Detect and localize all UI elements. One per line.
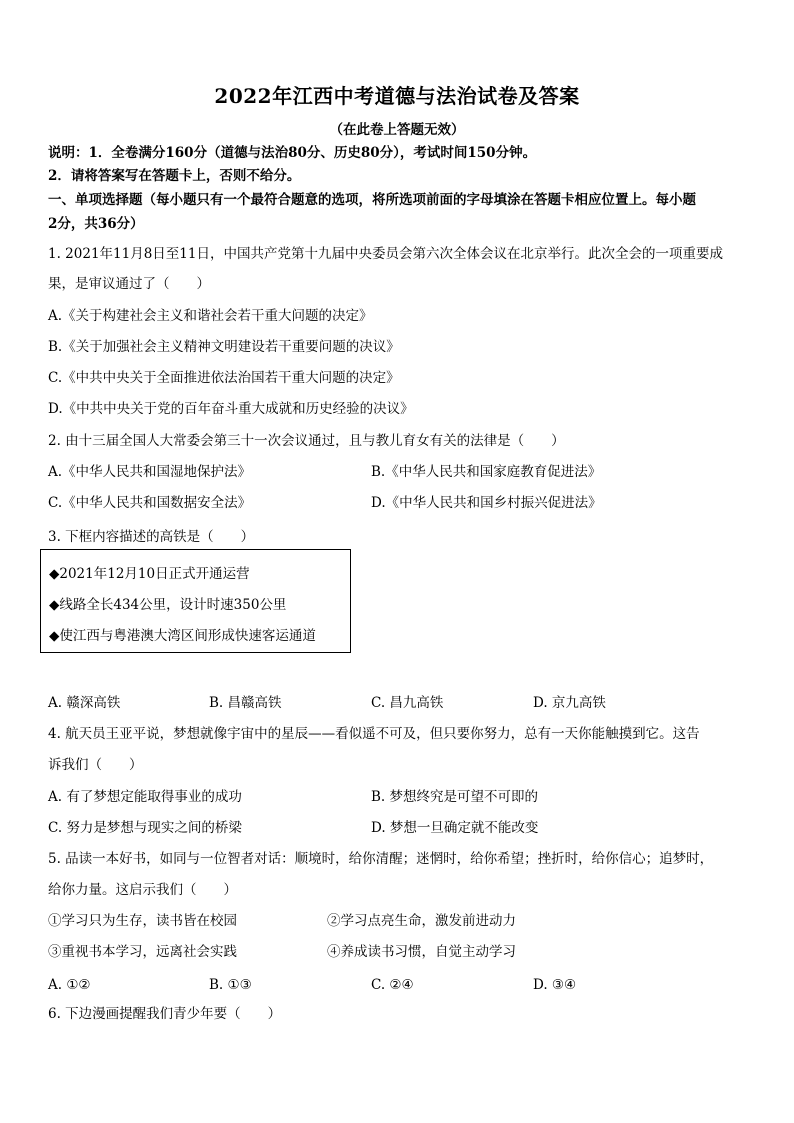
q5-statement-4: ④养成读书习惯，自觉主动学习: [327, 944, 516, 960]
q3-option-b: B. 昌赣高铁: [209, 695, 282, 711]
q4-option-d: D. 梦想一旦确定就不能改变: [371, 820, 539, 836]
section-heading-line-1: 一、单项选择题（每小题只有一个最符合题意的选项，将所选项前面的字母填涂在答题卡相应位置上。每小题: [48, 192, 696, 208]
q1-option-b: B.《关于加强社会主义精神文明建设若干重要问题的决议》: [48, 339, 400, 355]
q5-statement-3: ③重视书本学习，远离社会实践: [48, 944, 237, 960]
q5-option-b: B. ①③: [209, 977, 252, 993]
q5-option-c: C. ②④: [371, 977, 414, 993]
note-1: 说明：1．全卷满分160分（道德与法治80分、历史80分），考试时间150分钟。: [48, 145, 537, 161]
note-2: 2．请将答案写在答题卡上，否则不给分。: [48, 168, 301, 184]
q2-option-c: C.《中华人民共和国数据安全法》: [48, 495, 252, 511]
q5-statement-2: ②学习点亮生命，激发前进动力: [327, 913, 516, 929]
q1-option-c: C.《中共中央关于全面推进依法治国若干重大问题的决定》: [48, 370, 400, 386]
q3-stem: 3. 下框内容描述的高铁是（ ）: [48, 529, 255, 545]
q2-option-b: B.《中华人民共和国家庭教育促进法》: [371, 464, 602, 480]
page-title: 2022年江西中考道德与法治试卷及答案: [214, 84, 580, 108]
q2-stem: 2. 由十三届全国人大常委会第三十一次会议通过，且与教儿育女有关的法律是（ ）: [48, 433, 565, 449]
q3-box-line-2: ◆线路全长434公里，设计时速350公里: [49, 597, 287, 613]
q5-option-d: D. ③④: [533, 977, 577, 993]
q5-stem-line-1: 5. 品读一本好书，如同与一位智者对话：顺境时，给你清醒；迷惘时，给你希望；挫折时，给你信心；追梦时，: [48, 851, 714, 867]
q3-box-line-3: ◆使江西与粤港澳大湾区间形成快速客运通道: [49, 628, 316, 644]
q4-option-b: B. 梦想终究是可望不可即的: [371, 789, 539, 805]
q3-box-line-1: ◆2021年12月10日正式开通运营: [49, 566, 250, 582]
page-subtitle: （在此卷上答题无效）: [329, 122, 465, 138]
q5-option-a: A. ①②: [48, 977, 91, 993]
q1-option-d: D.《中共中央关于党的百年奋斗重大成就和历史经验的决议》: [48, 401, 414, 417]
q2-option-d: D.《中华人民共和国乡村振兴促进法》: [371, 495, 602, 511]
q1-stem-line-2: 果，是审议通过了（ ）: [48, 276, 210, 292]
q4-stem-line-2: 诉我们（ ）: [48, 757, 143, 773]
q4-option-a: A. 有了梦想定能取得事业的成功: [48, 789, 242, 805]
q5-stem-line-2: 给你力量。这启示我们（ ）: [48, 882, 237, 898]
q5-statement-1: ①学习只为生存，读书皆在校园: [48, 913, 237, 929]
q2-option-a: A.《中华人民共和国湿地保护法》: [48, 464, 252, 480]
q1-stem-line-1: 1. 2021年11月8日至11日，中国共产党第十九届中央委员会第六次全体会议在北京举行。此次全会的一项重要成: [48, 246, 723, 262]
q4-option-c: C. 努力是梦想与现实之间的桥梁: [48, 820, 242, 836]
q1-option-a: A.《关于构建社会主义和谐社会若干重大问题的决定》: [48, 308, 373, 324]
section-heading-line-2: 2分，共36分）: [48, 216, 144, 232]
q4-stem-line-1: 4. 航天员王亚平说，梦想就像宇宙中的星辰——看似遥不可及，但只要你努力，总有一天你能触摸到它。这告: [48, 726, 700, 742]
q3-option-d: D. 京九高铁: [533, 695, 606, 711]
q3-info-box: [40, 549, 351, 653]
q3-option-a: A. 赣深高铁: [48, 695, 121, 711]
q3-option-c: C. 昌九高铁: [371, 695, 444, 711]
q6-stem: 6. 下边漫画提醒我们青少年要（ ）: [48, 1006, 282, 1022]
